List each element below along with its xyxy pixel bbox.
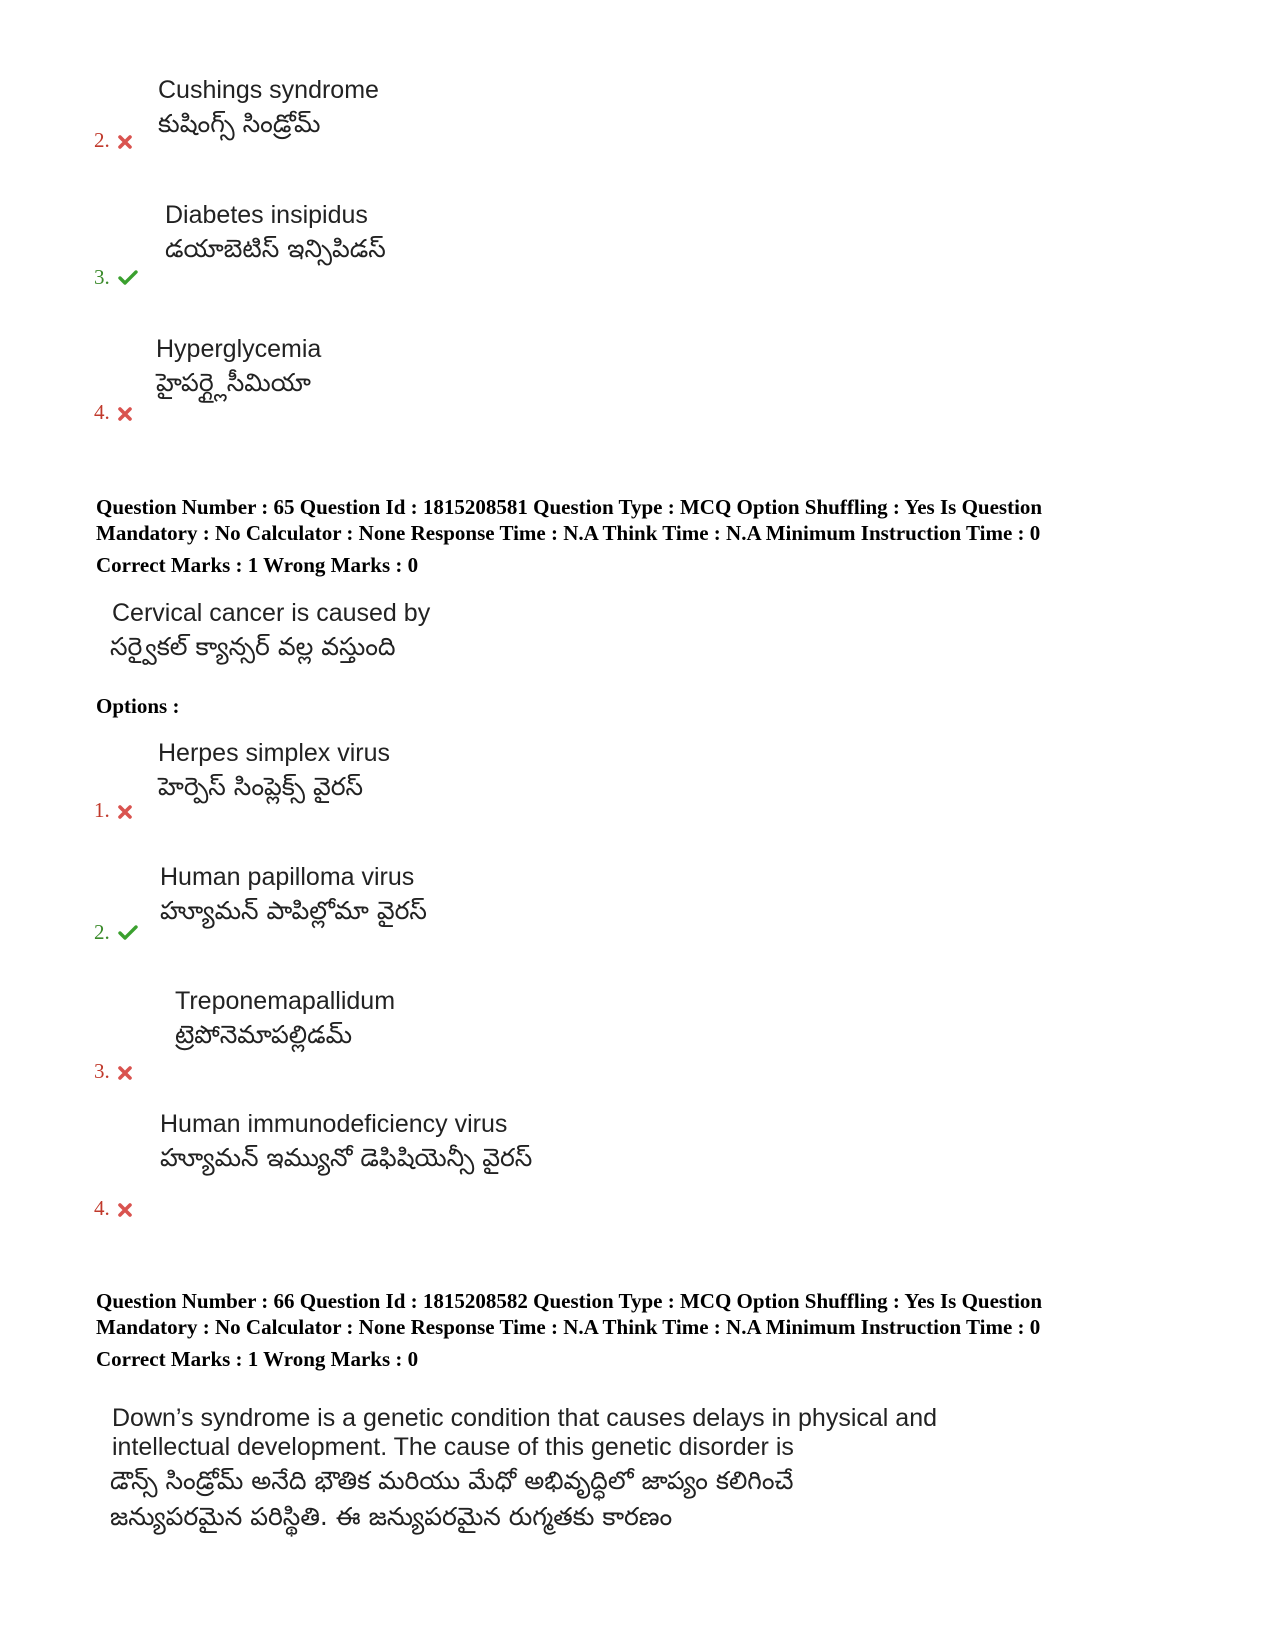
question-meta-line-1: Question Number : 65 Question Id : 1815208581 Question Type : MCQ Option Shuffling : Yes Is Question <box>96 495 1043 519</box>
option-number <box>94 128 132 154</box>
question-marks: Correct Marks : 1 Wrong Marks : 0 <box>96 1347 419 1371</box>
option-text-en: Human papilloma virus <box>160 863 415 891</box>
question-meta-line-2: Mandatory : No Calculator : None Response Time : N.A Think Time : N.A Minimum Instruction Time : 0 <box>96 521 1041 545</box>
option-text-te: హెర్పెస్ సింప్లెక్స్ వైరస్ <box>158 772 364 801</box>
cross-icon <box>118 402 132 426</box>
option-number <box>94 920 138 946</box>
option-text-en: Hyperglycemia <box>156 335 322 363</box>
cross-icon <box>118 130 132 154</box>
option-number-label: 2. <box>94 920 110 944</box>
option-number <box>94 1059 132 1085</box>
question-stem-te-line-1: డౌన్స్ సిండ్రోమ్ అనేది భౌతిక మరియు మేధో అభివృద్ధిలో జాప్యం కలిగించే <box>110 1466 794 1495</box>
question-meta-line-1: Question Number : 66 Question Id : 1815208582 Question Type : MCQ Option Shuffling : Yes Is Question <box>96 1289 1043 1313</box>
options-label: Options : <box>96 694 180 718</box>
question-stem-en-line-1: Down’s syndrome is a genetic condition that causes delays in physical and <box>112 1404 937 1432</box>
option-text-en: Diabetes insipidus <box>165 201 368 229</box>
option-text-te: హ్యూమన్ పాపిల్లోమా వైరస్ <box>160 896 427 925</box>
option-text-te: కుషింగ్స్ సిండ్రోమ్ <box>158 109 321 138</box>
option-number <box>94 400 132 426</box>
cross-icon <box>118 1198 132 1222</box>
option-number <box>94 265 138 291</box>
option-number <box>94 1196 132 1222</box>
question-meta <box>96 494 1196 546</box>
option-number-label: 1. <box>94 798 110 822</box>
question-meta <box>96 1288 1196 1340</box>
check-icon <box>118 267 138 291</box>
option-number-label: 3. <box>94 265 110 289</box>
option-text-en: Herpes simplex virus <box>158 739 391 767</box>
option-text-en: Treponemapallidum <box>175 987 396 1015</box>
question-stem-en-line-2: intellectual development. The cause of this genetic disorder is <box>112 1433 794 1461</box>
option-number-label: 4. <box>94 1196 110 1220</box>
option-text-te: హ్యూమన్ ఇమ్యునో డెఫిషియెన్సీ వైరస్ <box>160 1143 533 1172</box>
cross-icon <box>118 800 132 824</box>
option-number-label: 4. <box>94 400 110 424</box>
check-icon <box>118 922 138 946</box>
cross-icon <box>118 1061 132 1085</box>
option-number-label: 3. <box>94 1059 110 1083</box>
option-number-label: 2. <box>94 128 110 152</box>
option-text-te: డయాబెటిస్ ఇన్సిపిడస్ <box>165 234 386 263</box>
question-marks: Correct Marks : 1 Wrong Marks : 0 <box>96 553 419 577</box>
question-stem-te: సర్వైకల్ క్యాన్సర్ వల్ల వస్తుంది <box>110 632 396 661</box>
question-meta-line-2: Mandatory : No Calculator : None Response Time : N.A Think Time : N.A Minimum Instruction Time : 0 <box>96 1315 1041 1339</box>
question-stem-en: Cervical cancer is caused by <box>112 599 431 627</box>
question-stem-te-line-2: జన్యుపరమైన పరిస్థితి. ఈ జన్యుపరమైన రుగ్మతకు కారణం <box>110 1502 673 1531</box>
option-number <box>94 798 132 824</box>
option-text-en: Human immunodeficiency virus <box>160 1110 508 1138</box>
option-text-en: Cushings syndrome <box>158 76 379 104</box>
option-text-te: ట్రెపోనెమాపల్లిడమ్ <box>175 1020 353 1049</box>
option-text-te: హైపర్గ్లైసీమియా <box>156 368 311 397</box>
